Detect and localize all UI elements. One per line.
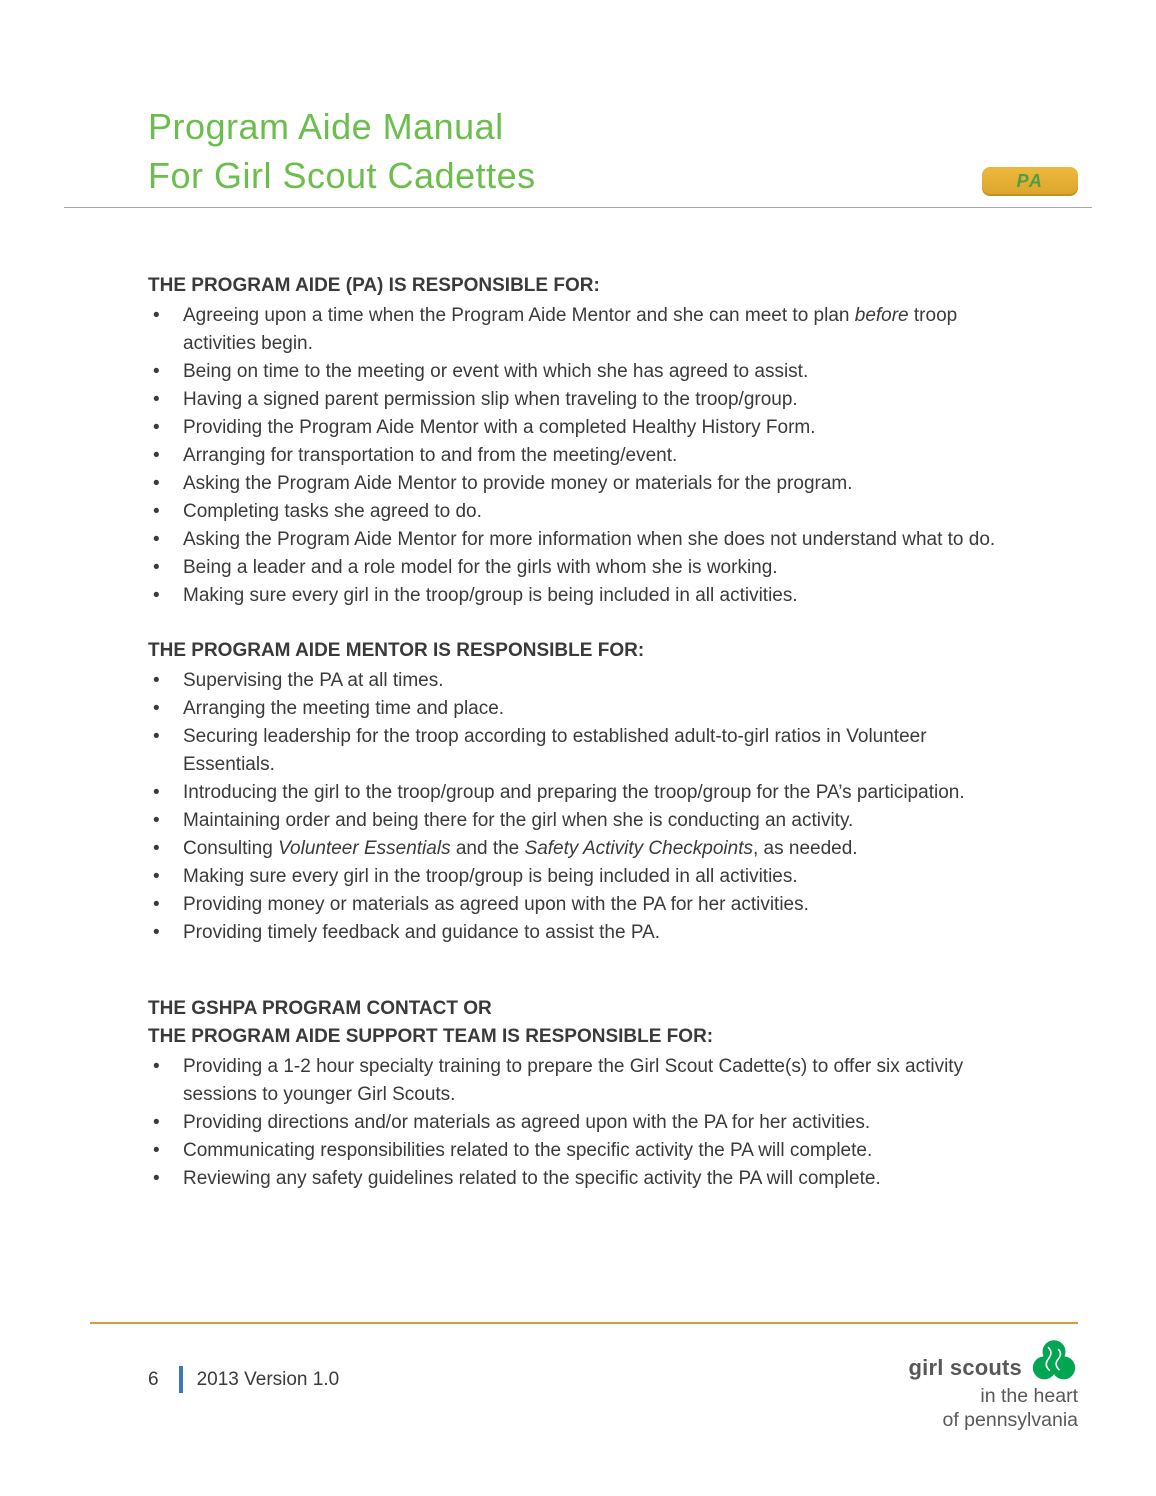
bullet-item <box>148 863 998 891</box>
bullet-list <box>148 302 998 610</box>
bullet-item <box>148 723 998 779</box>
bullet-text: Communicating responsibilities related to the specific activity the PA will complete. <box>183 1140 873 1161</box>
bullet-item <box>148 667 998 695</box>
document-body <box>148 272 998 1193</box>
bullet-text: Having a signed parent permission slip when traveling to the troop/group. <box>183 389 798 410</box>
bullet-item <box>148 1109 998 1137</box>
document-title-line1: Program Aide Manual <box>148 106 504 147</box>
page-header <box>148 102 1078 200</box>
bullet-text: Securing leadership for the troop according to established adult-to-girl ratios in Volunteer Essentials. <box>183 726 927 775</box>
page-footer <box>0 1322 1156 1432</box>
section-heading <box>148 637 998 665</box>
bullet-item <box>148 582 998 610</box>
bullet-text: , as needed. <box>752 838 858 859</box>
bullet-item <box>148 1165 998 1193</box>
bullet-text: Completing tasks she agreed to do. <box>183 501 482 522</box>
bullet-item <box>148 302 998 358</box>
bullet-text: Being on time to the meeting or event with which she has agreed to assist. <box>183 361 809 382</box>
bullet-item <box>148 835 998 863</box>
bullet-text: Maintaining order and being there for the girl when she is conducting an activity. <box>183 810 854 831</box>
bullet-text-italic: Volunteer Essentials <box>278 838 451 859</box>
bullet-item <box>148 554 998 582</box>
bullet-text: Providing a 1-2 hour specialty training to prepare the Girl Scout Cadette(s) to offer six activity sessions to younger Girl Scouts. <box>183 1056 964 1105</box>
bullet-text: Introducing the girl to the troop/group and preparing the troop/group for the PA’s participation. <box>183 782 965 803</box>
bullet-text-italic: Safety Activity Checkpoints <box>524 838 753 859</box>
bullet-text: Being a leader and a role model for the girls with whom she is working. <box>183 557 778 578</box>
girl-scouts-logo-name: girl scouts <box>908 1355 1022 1380</box>
document-title-line2: For Girl Scout Cadettes <box>148 155 536 196</box>
section-heading <box>148 995 998 1051</box>
bullet-text: Providing money or materials as agreed upon with the PA for her activities. <box>183 894 809 915</box>
bullet-text-italic: before <box>854 305 909 326</box>
bullet-item <box>148 442 998 470</box>
girl-scouts-logo-top <box>909 1338 1078 1384</box>
bullet-text: and the <box>450 838 525 859</box>
bullet-list <box>148 667 998 947</box>
bullet-text: Consulting <box>183 838 279 859</box>
bullet-text: Making sure every girl in the troop/group is being included in all activities. <box>183 866 798 887</box>
bullet-item <box>148 1137 998 1165</box>
bullet-list <box>148 1053 998 1193</box>
bullet-item <box>148 498 998 526</box>
girl-scouts-trefoil-icon <box>1030 1338 1078 1384</box>
bullet-text: Arranging for transportation to and from the meeting/event. <box>183 445 678 466</box>
version-text: 2013 Version 1.0 <box>196 1368 340 1390</box>
bullet-item <box>148 779 998 807</box>
bullet-text: Providing directions and/or materials as agreed upon with the PA for her activities. <box>183 1112 871 1133</box>
section-heading <box>148 272 998 300</box>
document-title <box>148 102 536 200</box>
bullet-text: Providing timely feedback and guidance to assist the PA. <box>183 922 661 943</box>
bullet-text: Supervising the PA at all times. <box>183 670 444 691</box>
bullet-item <box>148 470 998 498</box>
section-heading-line: THE PROGRAM AIDE SUPPORT TEAM IS RESPONSIBLE FOR: <box>148 1026 714 1047</box>
pa-badge: PA <box>982 167 1078 196</box>
bullet-item <box>148 526 998 554</box>
bullet-item <box>148 1053 998 1109</box>
bullet-text: Arranging the meeting time and place. <box>183 698 505 719</box>
bullet-text: Providing the Program Aide Mentor with a completed Healthy History Form. <box>183 417 816 438</box>
page-number: 6 <box>148 1368 159 1390</box>
bullet-text: Asking the Program Aide Mentor to provide money or materials for the program. <box>183 473 853 494</box>
girl-scouts-logo <box>909 1338 1078 1432</box>
section-heading-line: THE PROGRAM AIDE MENTOR IS RESPONSIBLE FOR: <box>148 640 645 661</box>
bullet-item <box>148 919 998 947</box>
bullet-item <box>148 807 998 835</box>
bullet-item <box>148 695 998 723</box>
version-group <box>148 1366 339 1393</box>
bullet-item <box>148 891 998 919</box>
header-divider <box>64 207 1092 208</box>
bullet-item <box>148 386 998 414</box>
bullet-text: Agreeing upon a time when the Program Aide Mentor and she can meet to plan <box>183 305 855 326</box>
bullet-item <box>148 358 998 386</box>
bullet-text: Reviewing any safety guidelines related to the specific activity the PA will complete. <box>183 1168 881 1189</box>
bullet-text: Asking the Program Aide Mentor for more information when she does not understand what to do. <box>183 529 996 550</box>
footer-separator-bar <box>179 1366 183 1393</box>
section-heading-line: THE PROGRAM AIDE (PA) IS RESPONSIBLE FOR: <box>148 275 600 296</box>
bullet-text: Making sure every girl in the troop/group is being included in all activities. <box>183 585 798 606</box>
section-heading-line: THE GSHPA PROGRAM CONTACT OR <box>148 998 492 1019</box>
bullet-item <box>148 414 998 442</box>
bullet-text: troop activities begin. <box>183 305 958 354</box>
footer-row <box>148 1324 1078 1432</box>
girl-scouts-logo-line2: in the heart <box>980 1385 1078 1407</box>
girl-scouts-logo-line3: of pennsylvania <box>942 1409 1078 1431</box>
